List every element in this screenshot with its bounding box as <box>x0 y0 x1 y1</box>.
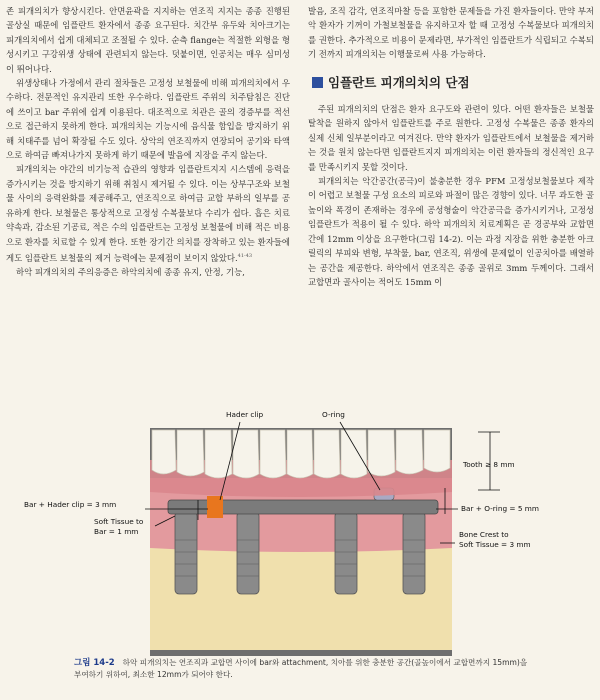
denture-teeth <box>152 430 450 478</box>
left-paragraph-2: 위생상태나 가정에서 관리 절차들은 고정성 보철물에 비해 피개의치에서 우수하다. 전문적인 유지관리 또한 우수하다. 임플란트 주위의 치주탐침은 진단에 쓰이고 bar 주위에 쉽게 이용된다. 대조적으로 치관은 골의 경증부를 적선으로 접근하지 못하게 한다. 피개의치는 기능시에 음식물 함입을 방지하기 위해 치태주를 넘어 확장될 수도 있다. 상악의 연조직까지 연장되어 공기와 타액으로 하여금 빠져나가지 못하게 하기 때문에 발음에 지장을 주지 않는다. <box>6 78 290 161</box>
label-o-ring: O-ring <box>322 410 345 419</box>
label-tooth: Tooth ≥ 8 mm <box>463 460 515 469</box>
caption-label: 그림 14-2 <box>74 658 115 668</box>
label-bone-crest-2: Soft Tissue = 3 mm <box>459 540 531 549</box>
right-paragraph-3: 피개의치는 악간공간(공극)이 불충분한 경우 PFM 고정성보철물보다 제작이 어렵고 보철물 구성 요소의 피로와 파절이 많은 경향이 있다. 너무 과도한 골높이와 폭경이 존재하는 경우에 공성형술이 악간공극을 증가시키거나, 고정성 임플란트가 적용이 될 수 있다. 하악 피개의치 치료계획은 곧 경공부와 교합면 간에 12mm 이상을 요구한다(그림 14-2). 이는 과정 지장을 위한 충분한 아크릴릭의 부피와 변형, 부착물, bar, 연조직, 위생에 문제없이 인공치아를 배열하는 공간을 제공한다. 하악에서 연조직은 종종 골위로 3mm 두께이다. 그래서 교합면과 골사이는 적어도 15mm 이 <box>308 176 594 287</box>
right-text-column <box>308 4 594 289</box>
left-paragraph-1: 존 피개의치가 향상시킨다. 안면윤곽을 지지하는 연조직 지지는 종종 진행된 골상실 때문에 임플란트 환자에서 종종 요구된다. 치간부 유두와 치아크기는 피개의치에서 쉽게 대체되고 조절될 수 있다. 순측 flange는 적절한 외형을 형성시키고 구강위생 상태에 관련되지 않는다. 덧붙이면, 인공치는 매우 심미성이 뛰어나다. <box>6 6 290 74</box>
overdenture-diagram <box>0 400 600 656</box>
caption-text: 하악 피개의치는 연조직과 교합면 사이에 bar와 attachment, 치아를 위한 충분한 공간(골높이에서 교합면까지 15mm)을 부여하기 위하여, 최소한 12mm가 되어야 한다. <box>74 658 528 679</box>
left-text-column <box>6 4 290 280</box>
label-bone-crest-1: Bone Crest to <box>459 530 509 539</box>
left-paragraph-3 <box>6 162 290 265</box>
heading-square-icon <box>312 77 323 88</box>
right-paragraph-1: 발음, 조직 감각, 연조직마찰 등을 포함한 문제들을 가진 환자들이다. 만약 부저악 환자가 기꺼이 가철보철물을 유지하고자 할 때 고정성 수복물보다 피개의치를 권한다. 추가적으로 비용이 문제라면, 부가적인 임플란트가 식립되고 수복되기 전까지 피개의치는 이행물로써 사용 가능하다. <box>308 6 594 60</box>
label-hader-clip: Hader clip <box>226 410 264 419</box>
citation-marker: 41-43 <box>237 252 253 259</box>
section-heading-text: 임플란트 피개의치의 단점 <box>328 74 470 90</box>
left-paragraph-4: 하악 피개의치의 주의응증은 하악의치에 종종 유지, 안정, 기능, <box>16 267 245 278</box>
label-soft-tissue-2: Bar = 1 mm <box>94 527 139 536</box>
label-bar-hader: Bar + Hader clip = 3 mm <box>24 500 117 509</box>
left-paragraph-3-text: 피개의치는 야간의 비기능적 습관의 영향과 임플란트지지 시스템에 응력을 증가시키는 것을 방지하기 위해 취침시 제거될 수 있다. 이는 상부구조와 보철물 사이의 응력완화를 제공해주고, 연조직으로 하여금 교합 부하의 일부를 공유하게 한다. 보철물은 통상적으로 고정성 수복물보다 수리가 쉽다. 흡은 치료약속과, 감소된 기공료, 적은 수의 임플란트는 고정성 보철물에 비해 적은 비용으로 환자를 치료할 수 있게 한다. 또한 장기간 의치를 장착하고 있는 환자들에게도 임플란트 보철물의 제거 능력에는 문제점이 보이지 않았다. <box>6 164 290 263</box>
section-heading <box>312 76 594 90</box>
label-bar-oring: Bar + O-ring = 5 mm <box>461 504 540 513</box>
hader-clip <box>207 496 223 518</box>
right-paragraph-2: 주된 피개의치의 단점은 환자 요구도와 관련이 있다. 어떤 환자들은 보철물 탈착을 원하지 않아서 임플란트를 주로 원한다. 고정성 수복물은 종종 환자의 실제 신체 일부분이라고 여겨진다. 만약 환자가 임플란트에서 보철물을 제거하는 것을 원치 않는다면 임플란트지지 피개의치는 이런 환자들의 정신적인 요구를 만족시키지 못할 것이다. <box>308 104 594 172</box>
figure-caption <box>74 657 534 680</box>
label-soft-tissue-1: Soft Tissue to <box>94 517 144 526</box>
